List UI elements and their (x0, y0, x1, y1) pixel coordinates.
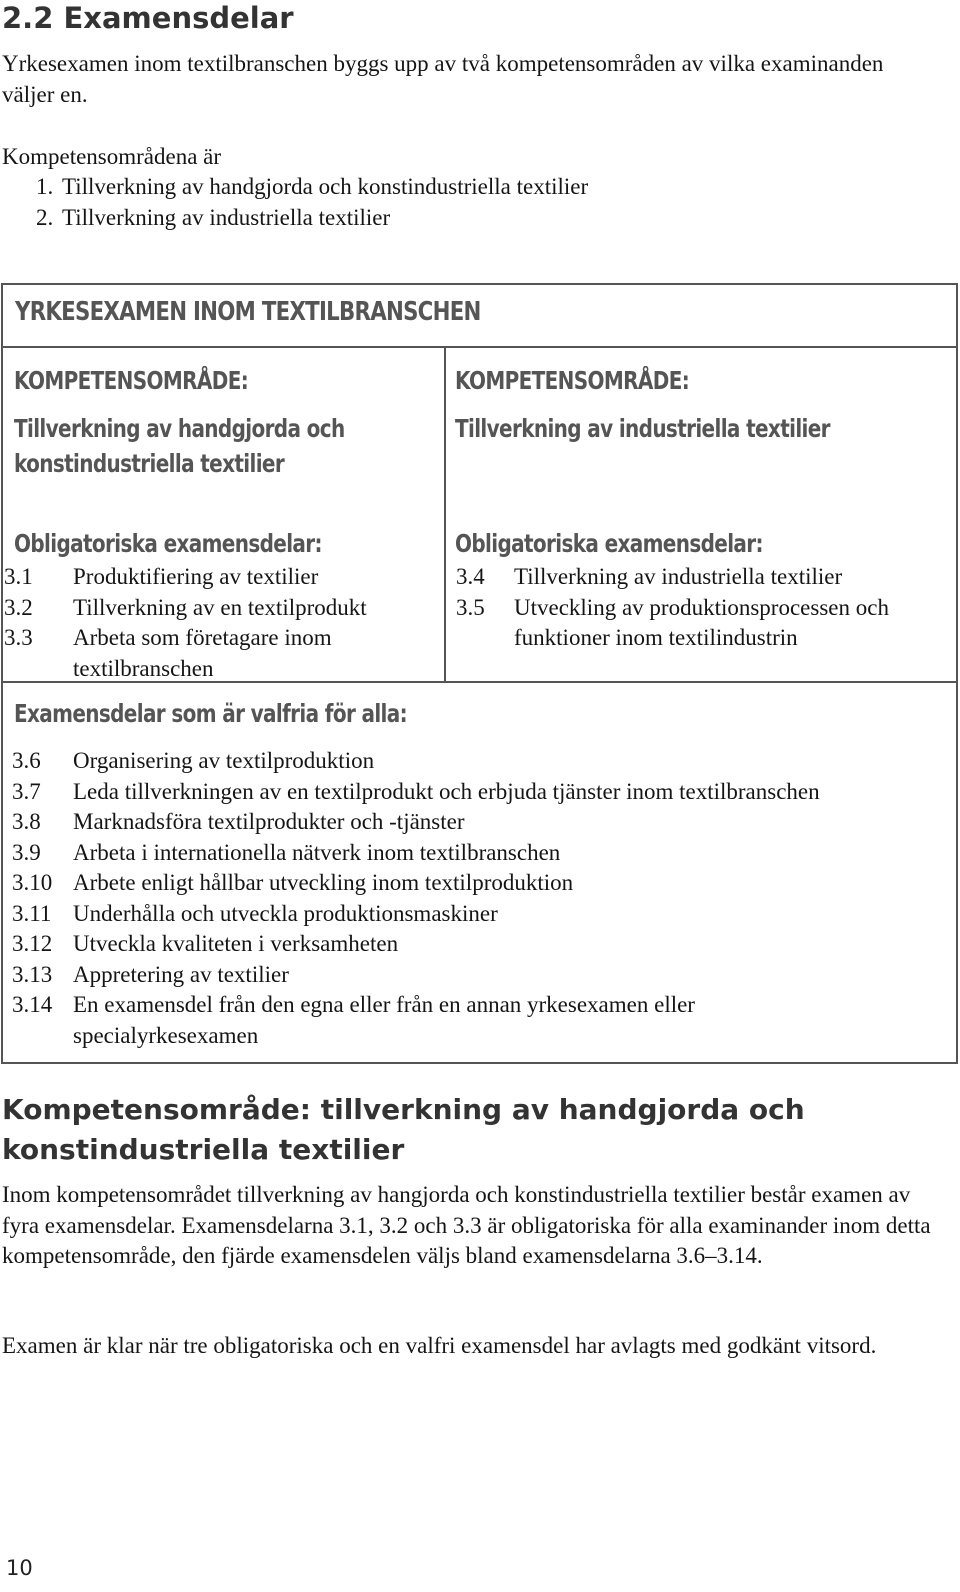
item-code: 3.9 (12, 839, 41, 865)
right-mandatory-list (456, 562, 916, 654)
list-item (12, 960, 942, 991)
list-item (12, 990, 942, 1051)
competence-area-paragraph: Inom kompetensområdet tillverkning av hangjorda och konstindustriella textilier består examen av fyra examensdelar. Examensdelarna 3.1, 3.2 och 3.3 är obligatoriska för alla examinander inom detta kompetensområde, den fjärde examensdelen väljs bland examensdelarna 3.6–3.14. (2, 1182, 931, 1268)
right-mandatory-heading: Obligatoriska examensdelar: (455, 529, 763, 558)
item-text: Organisering av textilproduktion (73, 748, 375, 773)
item-code: 3.8 (12, 809, 41, 834)
areas-list (36, 172, 588, 233)
intro-paragraph: Yrkesexamen inom textilbranschen byggs upp av två kompetensområden av vilka examinanden väljer en. (2, 51, 884, 107)
item-text: Leda tillverkningen av en textilprodukt och erbjuda tjänster inom textilbranschen (73, 778, 820, 804)
item-text: Arbeta i internationella nätverk inom textilbranschen (73, 839, 561, 865)
list-item (12, 807, 942, 838)
optional-list (12, 746, 942, 1051)
right-area-label: KOMPETENSOMRÅDE: (455, 366, 690, 395)
item-text: Marknadsföra textilprodukter och -tjänster (73, 809, 465, 834)
optional-heading: Examensdelar som är valfria för alla: (14, 699, 407, 728)
item-code: 3.11 (12, 900, 52, 926)
item-text: Arbete enligt hållbar utveckling inom textilproduktion (73, 870, 574, 895)
list-number: 2. (36, 204, 54, 230)
item-text: Underhålla och utveckla produktionsmaskiner (73, 900, 498, 926)
list-item (4, 562, 424, 593)
list-number: 1. (36, 174, 54, 199)
item-text: Tillverkning av en textilprodukt (73, 594, 367, 620)
list-item (36, 172, 588, 203)
item-code: 3.6 (12, 748, 41, 773)
divider (3, 346, 956, 348)
list-item (12, 777, 942, 808)
left-area-label: KOMPETENSOMRÅDE: (14, 366, 249, 395)
left-mandatory-heading: Obligatoriska examensdelar: (14, 529, 322, 558)
list-text: Tillverkning av handgjorda och konstindustriella textilier (62, 174, 589, 199)
item-code: 3.14 (12, 992, 53, 1017)
list-item (12, 746, 942, 777)
item-code: 3.3 (4, 625, 33, 650)
left-area-name-line1: Tillverkning av handgjorda och (14, 414, 345, 443)
item-text: Appretering av textilier (73, 961, 289, 987)
areas-intro: Kompetensområdena är (2, 144, 222, 169)
item-text: Produktifiering av textilier (73, 564, 319, 589)
list-item (12, 838, 942, 869)
item-code: 3.7 (12, 778, 41, 804)
item-code: 3.10 (12, 870, 53, 895)
list-item (12, 899, 942, 930)
item-text: Arbeta som företagare inom textilbranschen (73, 625, 332, 681)
completion-paragraph: Examen är klar när tre obligatoriska och en valfri examensdel har avlagts med godkänt vitsord. (2, 1333, 877, 1358)
exam-structure-table (1, 283, 958, 1064)
item-code: 3.5 (456, 594, 485, 620)
right-area-name: Tillverkning av industriella textilier (455, 414, 830, 443)
item-text: Tillverkning av industriella textilier (514, 564, 843, 589)
item-text: Utveckla kvaliteten i verksamheten (73, 931, 399, 956)
item-code: 3.4 (456, 564, 485, 589)
table-title: YRKESEXAMEN INOM TEXTILBRANSCHEN (15, 297, 481, 327)
section-heading: 2.2 Examensdelar (2, 1, 294, 35)
item-code: 3.13 (12, 961, 53, 987)
item-text: En examensdel från den egna eller från en annan yrkesexamen eller specialyrkesexamen (73, 992, 695, 1048)
item-text: Utveckling av produktionsprocessen och funktioner inom textilindustrin (514, 594, 889, 650)
list-item (456, 562, 916, 593)
page-number: 10 (6, 1556, 33, 1580)
list-item (4, 593, 424, 624)
item-code: 3.1 (4, 564, 33, 589)
list-item (36, 203, 588, 234)
list-item (4, 623, 424, 684)
competence-area-heading: Kompetensområde: tillverkning av handgjorda och konstindustriella textilier (2, 1093, 805, 1166)
column-divider (444, 346, 446, 682)
list-item (12, 868, 942, 899)
list-text: Tillverkning av industriella textilier (62, 204, 391, 230)
item-code: 3.2 (4, 594, 33, 620)
item-code: 3.12 (12, 931, 53, 956)
list-item (456, 593, 916, 654)
list-item (12, 929, 942, 960)
left-mandatory-list (4, 562, 424, 684)
left-area-name-line2: konstindustriella textilier (14, 449, 285, 478)
